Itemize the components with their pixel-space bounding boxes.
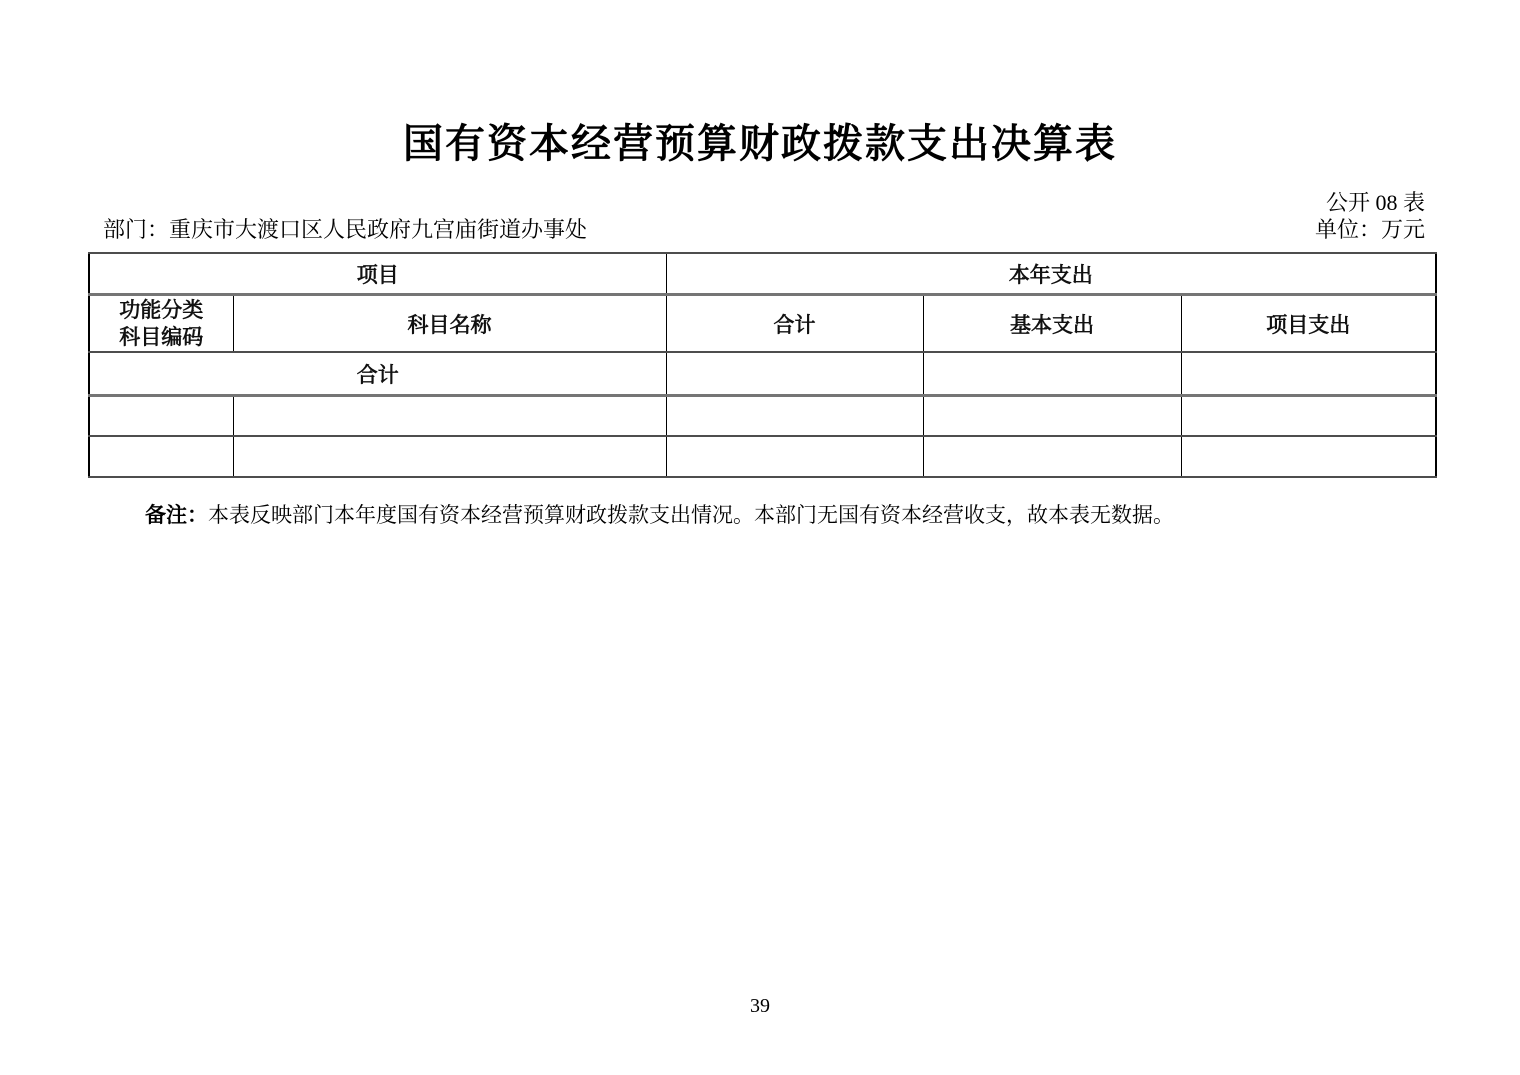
- empty-project-cell: [1181, 396, 1436, 437]
- header-function-code-line2: 科目编码: [119, 325, 204, 349]
- empty-project-cell: [1181, 436, 1436, 477]
- empty-total-cell: [666, 396, 923, 437]
- header-total: 合计: [666, 295, 923, 353]
- unit-line: [1315, 213, 1425, 244]
- department-label: 部门：: [103, 217, 170, 242]
- note-line: [145, 500, 1385, 530]
- meta-row: [103, 213, 1425, 244]
- unit-label: 单位：: [1314, 217, 1381, 242]
- header-project-group: 项目: [89, 253, 666, 295]
- header-basic-expenditure: 基本支出: [923, 295, 1181, 353]
- empty-total-cell: [666, 436, 923, 477]
- department-value: 重庆市大渡口区人民政府九宫庙街道办事处: [169, 217, 588, 242]
- expenditure-table: [88, 252, 1437, 478]
- table-row: [89, 436, 1436, 477]
- empty-name-cell: [233, 396, 666, 437]
- department-line: [103, 213, 587, 244]
- header-function-code: [89, 295, 233, 353]
- page-title: 国有资本经营预算财政拨款支出决算表: [403, 122, 1117, 166]
- header-current-year-group: 本年支出: [666, 253, 1436, 295]
- header-function-code-line1: 功能分类: [119, 298, 204, 322]
- empty-code-cell: [89, 436, 233, 477]
- table-code: 公开 08 表: [1325, 190, 1425, 215]
- header-columns-row: [89, 295, 1436, 353]
- note-text: 本表反映部门本年度国有资本经营预算财政拨款支出情况。本部门无国有资本经营收支，故本表无数据。: [208, 503, 1174, 527]
- table-row: [89, 396, 1436, 437]
- empty-code-cell: [89, 396, 233, 437]
- page-number: 39: [750, 995, 770, 1017]
- total-row: [89, 352, 1436, 396]
- empty-basic-cell: [923, 396, 1181, 437]
- total-row-project-cell: [1181, 352, 1436, 396]
- header-group-row: [89, 253, 1436, 295]
- total-row-total-cell: [666, 352, 923, 396]
- total-row-label: 合计: [89, 352, 666, 396]
- header-project-expenditure: 项目支出: [1181, 295, 1436, 353]
- empty-basic-cell: [923, 436, 1181, 477]
- empty-name-cell: [233, 436, 666, 477]
- header-subject-name: 科目名称: [233, 295, 666, 353]
- note-label: 备注：: [145, 503, 208, 527]
- total-row-basic-cell: [923, 352, 1181, 396]
- unit-value: 万元: [1380, 217, 1425, 242]
